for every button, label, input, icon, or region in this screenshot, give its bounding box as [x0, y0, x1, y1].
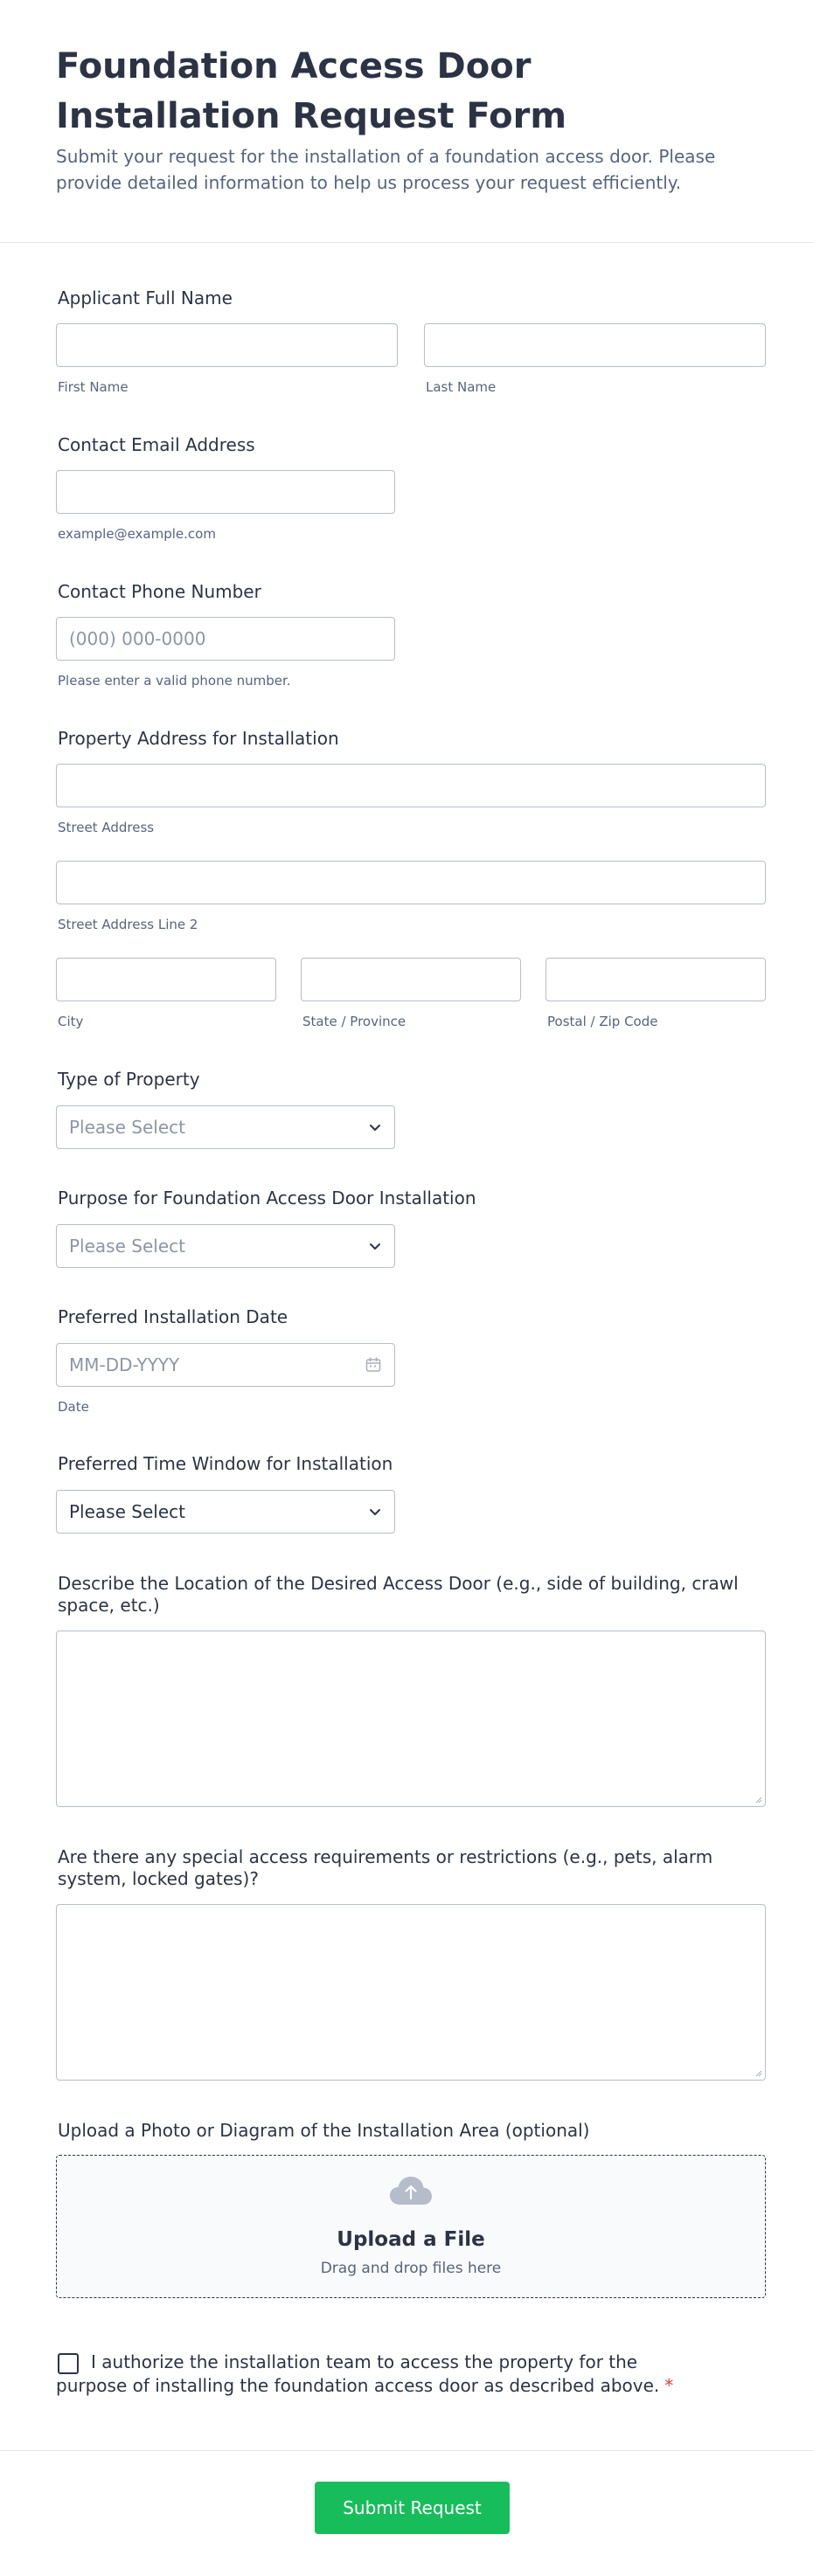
email-label: Contact Email Address: [58, 434, 255, 455]
chevron-down-icon: [368, 1505, 382, 1519]
resize-handle-icon[interactable]: [754, 1795, 762, 1804]
file-upload-dropzone[interactable]: [56, 2155, 766, 2298]
email-input[interactable]: [57, 471, 394, 513]
submit-button[interactable]: Submit Request: [315, 2482, 510, 2534]
property-type-select[interactable]: [56, 1105, 395, 1149]
install-date-input[interactable]: [57, 1344, 394, 1386]
email-field[interactable]: [56, 470, 395, 514]
state-field[interactable]: [301, 958, 521, 1001]
last-name-sublabel: Last Name: [426, 379, 497, 395]
consent-label: I authorize the installation team to access the property for the purpose of installing the foundation access door as described above.: [56, 2351, 660, 2396]
street-address-field[interactable]: [56, 764, 766, 807]
install-date-field[interactable]: [56, 1343, 395, 1387]
chevron-down-icon: [368, 1120, 382, 1134]
city-input[interactable]: [57, 959, 275, 1001]
time-window-select[interactable]: [56, 1490, 395, 1534]
property-type-label: Type of Property: [58, 1069, 200, 1090]
form-header: [0, 0, 813, 243]
cloud-upload-icon: [389, 2175, 433, 2206]
upload-title: Upload a File: [337, 2228, 485, 2251]
time-window-value: Please Select: [69, 1501, 185, 1522]
last-name-field[interactable]: [424, 323, 766, 367]
upload-hint: Drag and drop files here: [320, 2260, 502, 2277]
consent-text: [56, 2351, 685, 2398]
address-label: Property Address for Installation: [58, 728, 339, 749]
first-name-field[interactable]: [56, 323, 398, 367]
first-name-sublabel: First Name: [58, 379, 129, 395]
location-textarea[interactable]: [56, 1631, 766, 1807]
zip-sublabel: Postal / Zip Code: [547, 1014, 658, 1029]
install-date-sublabel: Date: [58, 1399, 89, 1415]
special-access-label: Are there any special access requirements or restrictions (e.g., pets, alarm system, locked gates)?: [58, 1846, 713, 1889]
purpose-value: Please Select: [69, 1236, 185, 1257]
phone-field[interactable]: [56, 617, 395, 661]
purpose-label: Purpose for Foundation Access Door Installation: [58, 1188, 476, 1208]
zip-field[interactable]: [545, 958, 766, 1001]
street-address-sublabel: Street Address: [58, 820, 155, 835]
city-field[interactable]: [56, 958, 276, 1001]
calendar-icon[interactable]: [365, 1356, 382, 1374]
phone-sublabel: Please enter a valid phone number.: [58, 673, 291, 689]
page-subtitle: Submit your request for the installation of a foundation access door. Please provide detailed information to help us process your request efficiently.: [56, 146, 716, 193]
page-title: Foundation Access Door Installation Request Form: [56, 46, 567, 136]
time-window-label: Preferred Time Window for Installation: [58, 1453, 393, 1474]
state-input[interactable]: [302, 959, 520, 1001]
chevron-down-icon: [368, 1239, 382, 1253]
street-address-2-sublabel: Street Address Line 2: [58, 917, 198, 932]
last-name-input[interactable]: [425, 324, 765, 366]
install-date-label: Preferred Installation Date: [58, 1306, 288, 1327]
street-address-2-field[interactable]: [56, 861, 766, 904]
special-access-textarea[interactable]: [56, 1904, 766, 2081]
street-address-2-input[interactable]: [57, 862, 765, 904]
state-sublabel: State / Province: [302, 1014, 406, 1029]
street-address-input[interactable]: [57, 765, 765, 807]
email-sublabel: example@example.com: [58, 526, 216, 542]
phone-label: Contact Phone Number: [58, 581, 261, 602]
purpose-select[interactable]: [56, 1224, 395, 1268]
required-asterisk: *: [664, 2375, 674, 2396]
upload-label: Upload a Photo or Diagram of the Installation Area (optional): [58, 2120, 590, 2141]
phone-input[interactable]: [57, 618, 394, 660]
resize-handle-icon[interactable]: [754, 2068, 762, 2077]
city-sublabel: City: [58, 1014, 84, 1029]
location-label: Describe the Location of the Desired Access Door (e.g., side of building, crawl space, etc.): [58, 1573, 739, 1616]
zip-input[interactable]: [546, 959, 765, 1001]
applicant-name-label: Applicant Full Name: [58, 287, 233, 308]
property-type-value: Please Select: [69, 1117, 185, 1138]
first-name-input[interactable]: [57, 324, 397, 366]
